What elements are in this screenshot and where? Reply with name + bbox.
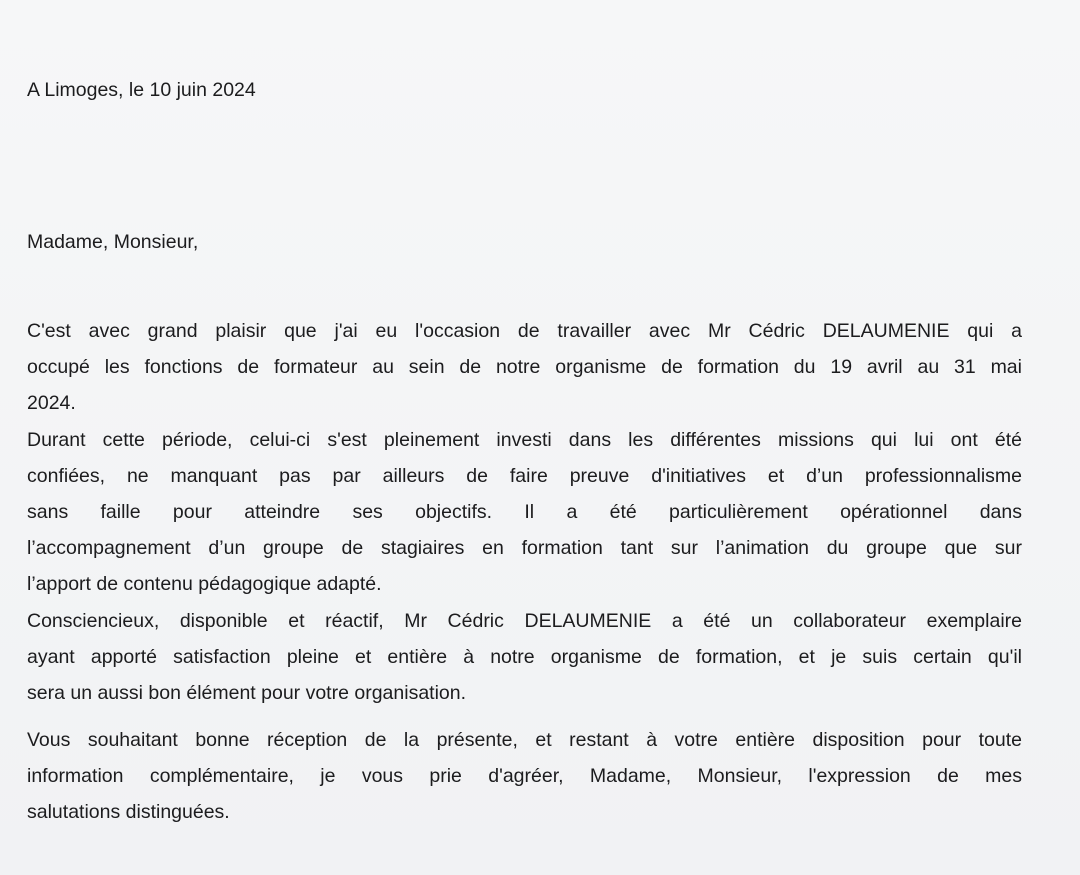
paragraph-line: C'est avec grand plaisir que j'ai eu l'occasion de travailler avec Mr Cédric DELAUMENIE qui a	[27, 320, 1022, 342]
paragraph-performance	[27, 422, 1022, 602]
paragraph-introduction	[27, 313, 1022, 421]
paragraph-line: sans faille pour atteindre ses objectifs. Il a été particulièrement opérationnel dans	[27, 501, 1022, 523]
paragraph-line: salutations distinguées.	[27, 801, 230, 823]
paragraph-closing	[27, 722, 1022, 830]
letter-date: A Limoges, le 10 juin 2024	[27, 79, 256, 101]
paragraph-line: Vous souhaitant bonne réception de la présente, et restant à votre entière disposition pour toute	[27, 729, 1022, 751]
paragraph-line: sera un aussi bon élément pour votre organisation.	[27, 682, 467, 704]
paragraph-line: 2024.	[27, 392, 76, 414]
paragraph-line: Consciencieux, disponible et réactif, Mr Cédric DELAUMENIE a été un collaborateur exemplaire	[27, 610, 1022, 632]
letter-salutation: Madame, Monsieur,	[27, 231, 199, 253]
paragraph-line: l’apport de contenu pédagogique adapté.	[27, 573, 382, 595]
paragraph-line: information complémentaire, je vous prie d'agréer, Madame, Monsieur, l'expression de mes	[27, 765, 1022, 787]
paragraph-line: confiées, ne manquant pas par ailleurs de faire preuve d'initiatives et d’un professionnalisme	[27, 465, 1022, 487]
paragraph-line: occupé les fonctions de formateur au sein de notre organisme de formation du 19 avril au 31 mai	[27, 356, 1022, 378]
paragraph-line: Durant cette période, celui-ci s'est pleinement investi dans les différentes missions qui lui ont été	[27, 429, 1022, 451]
paragraph-qualities	[27, 603, 1022, 711]
paragraph-line: ayant apporté satisfaction pleine et entière à notre organisme de formation, et je suis certain qu'il	[27, 646, 1022, 668]
paragraph-line: l’accompagnement d’un groupe de stagiaires en formation tant sur l’animation du groupe que sur	[27, 537, 1022, 559]
